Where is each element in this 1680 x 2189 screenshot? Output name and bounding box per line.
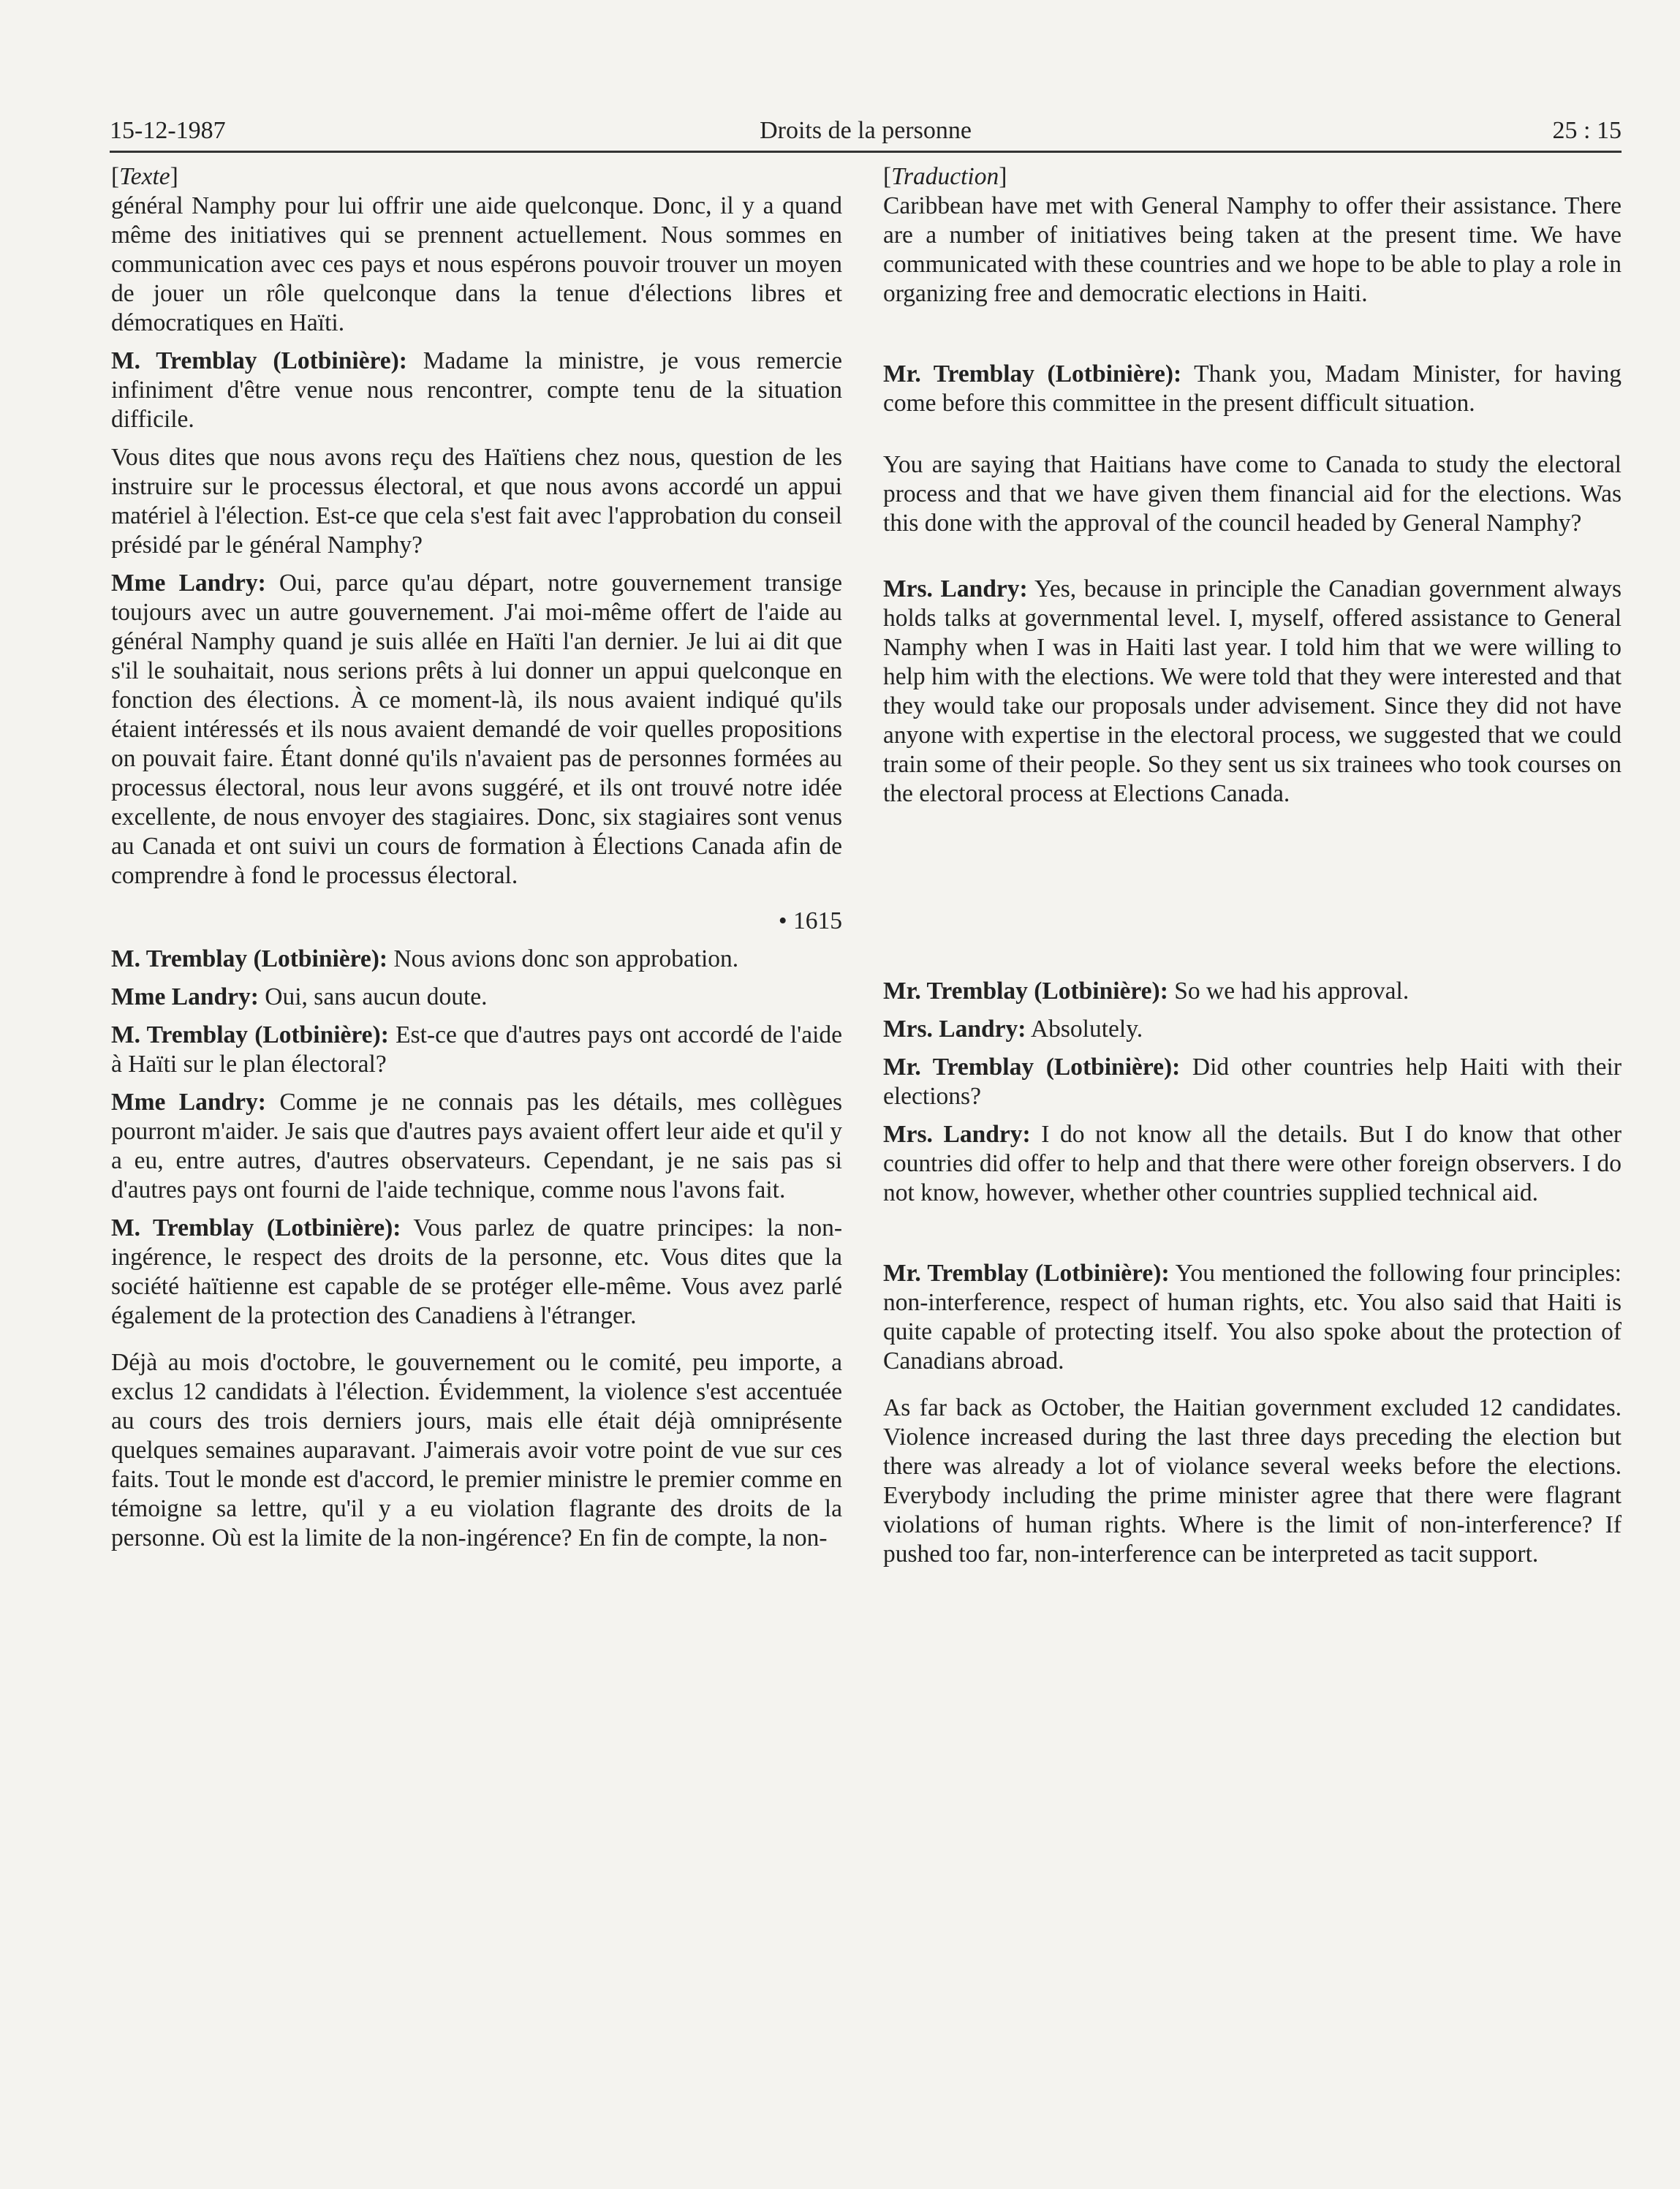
- paragraph: M. Tremblay (Lotbinière): Nous avions donc son approbation.: [111, 945, 739, 972]
- speaker: M. Tremblay (Lotbinière):: [111, 1214, 401, 1241]
- paragraph: Caribbean have met with General Namphy to offer their assistance. There are a number of initiatives being taken at the present time. We have communicated with these countries and we hope to be able to play a role in organizing free and democratic elections in Haiti.: [883, 192, 1622, 307]
- paragraph: Mr. Tremblay (Lotbinière): You mentioned the following four principles: non-interference, respect of human rights, etc. You also said that Haiti is quite capable of protecting itself. You also spoke about the protection of Canadians abroad.: [883, 1260, 1622, 1375]
- speaker: M. Tremblay (Lotbinière):: [111, 347, 407, 374]
- speaker: Mrs. Landry:: [883, 575, 1028, 602]
- time-marker: • 1615: [778, 907, 842, 934]
- french-column: [111, 162, 842, 1553]
- page-header: [110, 102, 1622, 153]
- speaker: Mme Landry:: [111, 570, 266, 597]
- paragraph: You are saying that Haitians have come to Canada to study the electoral process and that we have given them financial aid for the elections. Was this done with the approval of the council headed by General Namphy?: [883, 451, 1622, 537]
- speaker: M. Tremblay (Lotbinière):: [111, 945, 388, 972]
- speaker: Mr. Tremblay (Lotbinière):: [883, 360, 1182, 387]
- paragraph: Mrs. Landry: Yes, because in principle the Canadian government always holds talks at governmental level. I, myself, offered assistance to General Namphy when I was in Haiti last year. I told him that we were willing to help him with the elections. We were told that they were interested and that they would take our proposals under advisement. Since they did not have anyone with expertise in the electoral process, we suggested that we could train some of their people. So they sent us six trainees who took courses on the electoral process at Elections Canada.: [883, 575, 1622, 807]
- speaker: Mr. Tremblay (Lotbinière):: [883, 1054, 1181, 1081]
- paragraph: Mr. Tremblay (Lotbinière): Thank you, Madam Minister, for having come before this committee in the present difficult situation.: [883, 360, 1622, 417]
- speaker: Mrs. Landry:: [883, 1121, 1031, 1148]
- paragraph: Mme Landry: Oui, parce qu'au départ, notre gouvernement transige toujours avec un autre gouvernement. J'ai moi-même offert de l'aide au général Namphy quand je suis allée en Haïti l'an dernier. Je lui ai dit que s'il le souhaitait, nous serions prêts à lui donner un appui quelconque en fonction des élections. À ce moment-là, ils nous avaient indiqué qu'ils étaient intéressés et ils nous avaient demandé de voir quelles propositions on pouvait faire. Étant donné qu'ils n'avaient pas de personnes formées au processus électoral, nous leur avons suggéré, et ils ont trouvé notre idée excellente, de nous envoyer des stagiaires. Donc, six stagiaires sont venus au Canada et ont suivi un cours de formation à Élections Canada afin de comprendre à fond le processus électoral.: [111, 570, 843, 889]
- translation-tag: [Traduction]: [883, 163, 1007, 190]
- text-tag: [Texte]: [111, 163, 178, 190]
- paragraph: Mr. Tremblay (Lotbinière): So we had his approval.: [883, 978, 1410, 1005]
- header-date: 15-12-1987: [110, 117, 226, 144]
- speaker: Mrs. Landry:: [883, 1016, 1026, 1043]
- speaker: Mme Landry:: [111, 1089, 266, 1116]
- speaker: Mr. Tremblay (Lotbinière):: [883, 1260, 1170, 1287]
- paragraph: Déjà au mois d'octobre, le gouvernement ou le comité, peu importe, a exclus 12 candidats à l'élection. Évidemment, la violence s'est accentuée au cours des trois derniers jours, mais elle était déjà omniprésente quelques semaines auparavant. J'aimerais avoir votre point de vue sur ces faits. Tout le monde est d'accord, le premier ministre le premier comme en témoigne sa lettre, qu'il y a eu violation flagrante des droits de la personne. Où est la limite de la non-ingérence? En fin de compte, la non-: [111, 1349, 842, 1551]
- speaker: M. Tremblay (Lotbinière):: [111, 1021, 389, 1048]
- paragraph: Mrs. Landry: Absolutely.: [883, 1016, 1143, 1043]
- paragraph: As far back as October, the Haitian government excluded 12 candidates. Violence increased during the last three days preceding the election but there was already a lot of violance several weeks before the elections. Everybody including the prime minister agree that there were flagrant violations of human rights. Where is the limit of non-interference? If pushed too far, non-interference can be interpreted as tacit support.: [883, 1394, 1622, 1568]
- paragraph: Vous dites que nous avons reçu des Haïtiens chez nous, question de les instruire sur le processus électoral, et que nous avons accordé un appui matériel à l'élection. Est-ce que cela s'est fait avec l'approbation du conseil présidé par le général Namphy?: [111, 444, 842, 559]
- paragraph: Mrs. Landry: I do not know all the details. But I do know that other countries did offer to help and that there were other foreign observers. I do not know, however, whether other countries supplied technical aid.: [883, 1121, 1622, 1206]
- paragraph: Mme Landry: Comme je ne connais pas les détails, mes collègues pourront m'aider. Je sais que d'autres pays avaient offert leur aide et qu'il y a eu, entre autres, d'autres observateurs. Cependant, je ne sais pas si d'autres pays ont fourni de l'aide technique, comme nous l'avons fait.: [111, 1089, 842, 1203]
- paragraph: M. Tremblay (Lotbinière): Madame la ministre, je vous remercie infiniment d'être venue nous rencontrer, compte tenu de la situation difficile.: [111, 347, 842, 433]
- header-page-number: 25 : 15: [1552, 117, 1622, 144]
- paragraph: M. Tremblay (Lotbinière): Est-ce que d'autres pays ont accordé de l'aide à Haïti sur le plan électoral?: [111, 1021, 842, 1078]
- header-title: Droits de la personne: [760, 117, 972, 144]
- english-column: [883, 162, 1622, 1569]
- paragraph: général Namphy pour lui offrir une aide quelconque. Donc, il y a quand même des initiatives qui se prennent actuellement. Nous sommes en communication avec ces pays et nous espérons pouvoir trouver un moyen de jouer un rôle quelconque dans la tenue d'élections libres et démocratiques en Haïti.: [111, 192, 842, 336]
- paragraph: Mme Landry: Oui, sans aucun doute.: [111, 983, 488, 1010]
- speaker: Mr. Tremblay (Lotbinière):: [883, 978, 1168, 1005]
- speaker: Mme Landry:: [111, 983, 259, 1010]
- paragraph: Mr. Tremblay (Lotbinière): Did other countries help Haiti with their elections?: [883, 1054, 1622, 1110]
- paragraph: M. Tremblay (Lotbinière): Vous parlez de quatre principes: la non-ingérence, le respect des droits de la personne, etc. Vous dites que la société haïtienne est capable de se protéger elle-même. Vous avez parlé également de la protection des Canadiens à l'étranger.: [111, 1214, 842, 1329]
